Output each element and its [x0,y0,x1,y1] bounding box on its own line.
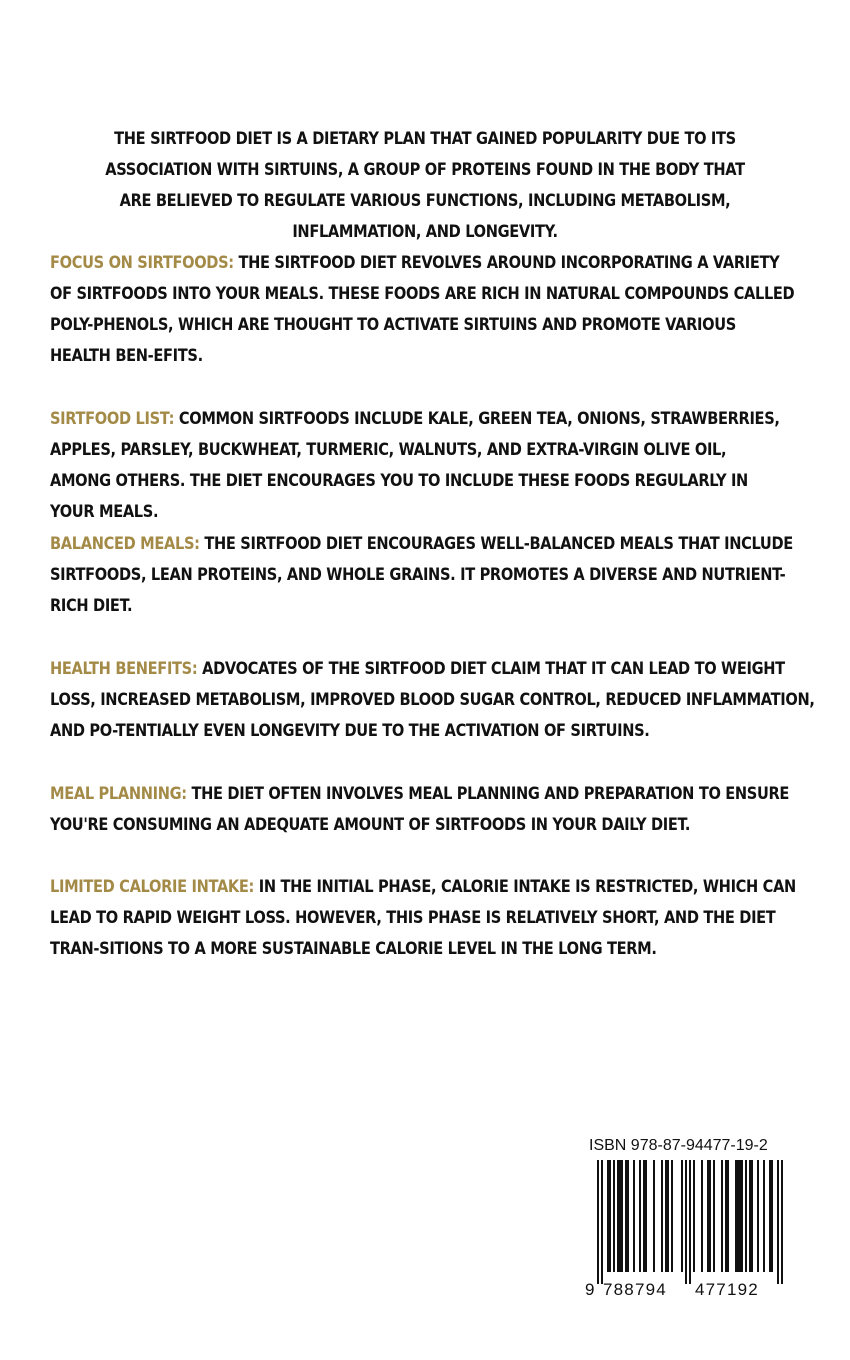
section-balanced-meals [50,529,807,622]
section-meal-planning [50,779,798,841]
section-limited-calorie-intake [50,872,807,965]
section-label: BALANCED MEALS: [50,534,200,554]
section-text: THE DIET OFTEN INVOLVES MEAL PLANNING AND PREPARATION TO ENSURE YOU'RE CONSUMING AN ADEQUATE AMOUNT OF SIRTFOODS IN YOUR DAILY DIET. [50,784,790,835]
barcode-bar [745,1160,747,1272]
section-health-benefits [50,654,820,747]
isbn-label: ISBN 978-87-94477-19-2 [589,1137,768,1154]
isbn-barcode [585,1136,790,1306]
barcode-bar [707,1160,711,1272]
barcode-bar [597,1160,599,1284]
barcode-bar [661,1160,663,1272]
intro-paragraph: THE SIRTFOOD DIET IS A DIETARY PLAN THAT GAINED POPULARITY DUE TO ITS ASSOCIATION WITH SIRTUINS, A GROUP OF PROTEINS FOUND IN THE BODY THAT ARE BELIEVED TO REGULATE VARIOUS FUNCTIONS, INCLUDING METABOLISM, INFLAMMATION, AND LONGEVITY. [105,129,745,242]
barcode-bar [757,1160,759,1272]
barcode-bar [685,1160,687,1284]
barcode-bar [769,1160,773,1272]
section-text: COMMON SIRTFOODS INCLUDE KALE, GREEN TEA, ONIONS, STRAWBERRIES, APPLES, PARSLEY, BUCKWHEAT, TURMERIC, WALNUTS, AND EXTRA-VIRGIN OLIVE OIL, AMONG OTHERS. THE DIET ENCOURAGES YOU TO INCLUDE THESE FOODS REGULARLY IN YOUR MEALS. [50,409,780,522]
barcode-bar [693,1160,695,1272]
barcode-bar [763,1160,765,1272]
section-label: FOCUS ON SIRTFOODS: [50,253,234,273]
section-focus-on-sirtfoods [50,248,798,372]
section-label: SIRTFOOD LIST: [50,409,175,429]
section-label: MEAL PLANNING: [50,784,187,804]
barcode-bar [625,1160,629,1272]
barcode-bar [689,1160,691,1284]
barcode-bar [671,1160,673,1272]
barcode-bar [777,1160,779,1284]
barcode-bar [781,1160,783,1284]
barcode-bar [713,1160,715,1272]
barcode-bar [749,1160,753,1272]
barcode-bar [681,1160,683,1272]
barcode-bar [665,1160,669,1272]
barcode-bar [633,1160,635,1272]
barcode-bar [701,1160,703,1272]
barcode-bar [613,1160,615,1272]
section-text: IN THE INITIAL PHASE, CALORIE INTAKE IS RESTRICTED, WHICH CAN LEAD TO RAPID WEIGHT LOSS. HOWEVER, THIS PHASE IS RELATIVELY SHORT, AND THE DIET TRAN-SITIONS TO A MORE SUSTAINABLE CALORIE LEVEL IN THE LONG TERM. [50,877,796,959]
barcode-bar [639,1160,641,1272]
barcode-digits-left: 788794 [603,1280,667,1299]
barcode-bars [585,1160,790,1284]
barcode-digits-right: 477192 [695,1280,759,1299]
barcode-bar [735,1160,743,1272]
barcode-bar [601,1160,603,1284]
section-label: HEALTH BENEFITS: [50,659,198,679]
section-label: LIMITED CALORIE INTAKE: [50,877,255,897]
barcode-bar [617,1160,623,1272]
section-text: THE SIRTFOOD DIET ENCOURAGES WELL-BALANCED MEALS THAT INCLUDE SIRTFOODS, LEAN PROTEINS, AND WHOLE GRAINS. IT PROMOTES A DIVERSE AND NUTRIENT-RICH DIET. [50,534,793,616]
barcode-bar [725,1160,729,1272]
barcode-digit-prefix: 9 [585,1280,595,1299]
section-sirtfood-list [50,404,790,528]
barcode-bar [653,1160,655,1272]
barcode-bar [643,1160,647,1272]
section-text: ADVOCATES OF THE SIRTFOOD DIET CLAIM THAT IT CAN LEAD TO WEIGHT LOSS, INCREASED METABOLISM, IMPROVED BLOOD SUGAR CONTROL, REDUCED INFLAMMATION, AND PO-TENTIALLY EVEN LONGEVITY DUE TO THE ACTIVATION OF SIRTUINS. [50,659,815,741]
section-text: THE SIRTFOOD DIET REVOLVES AROUND INCORPORATING A VARIETY OF SIRTFOODS INTO YOUR MEALS. THESE FOODS ARE RICH IN NATURAL COMPOUNDS CALLED POLY-PHENOLS, WHICH ARE THOUGHT TO ACTIVATE SIRTUINS AND PROMOTE VARIOUS HEALTH BEN-EFITS. [50,253,795,366]
barcode-bar [721,1160,723,1272]
barcode-bar [607,1160,611,1272]
